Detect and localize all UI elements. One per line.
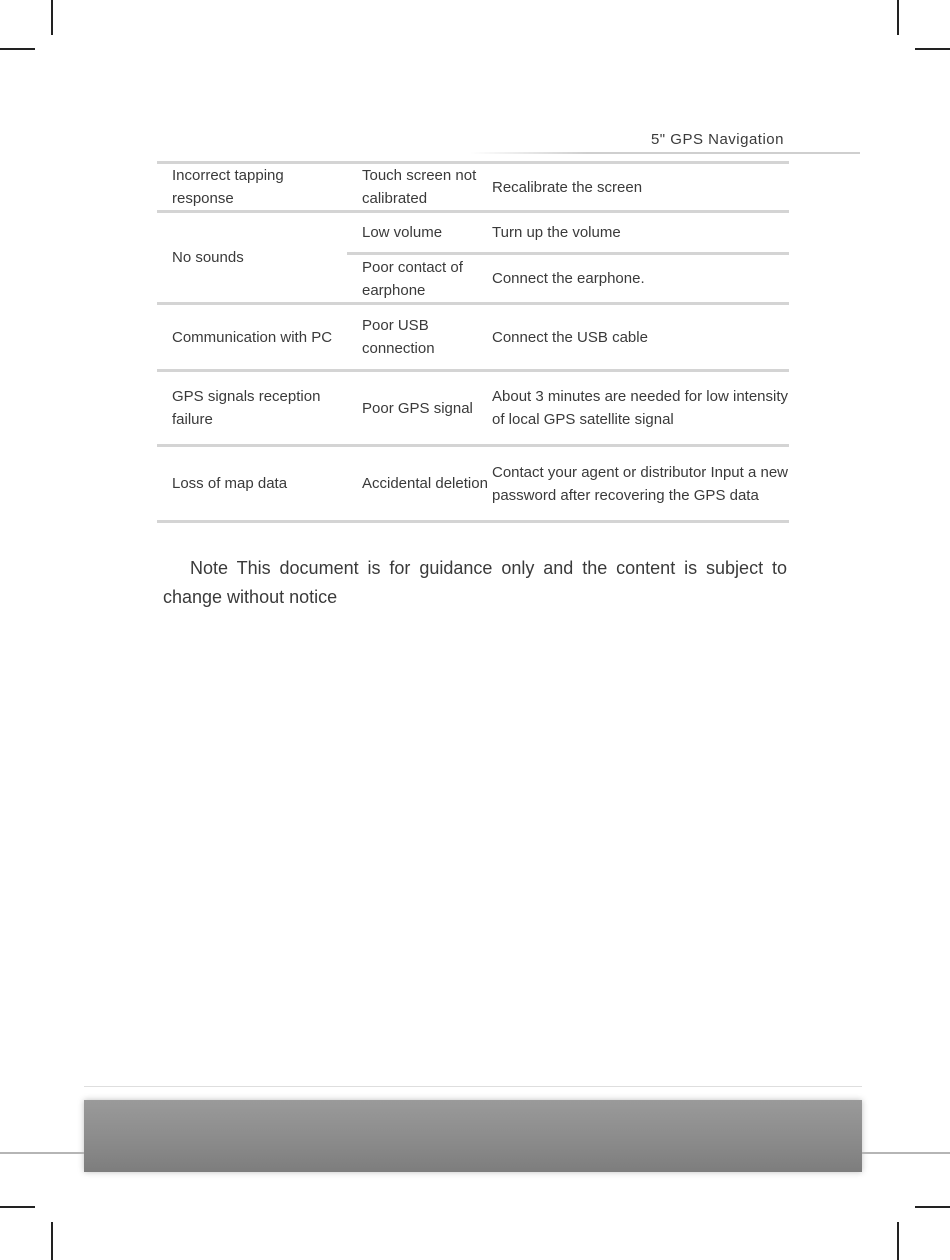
table-row (157, 213, 789, 305)
cause-cell: Low volume (362, 224, 443, 241)
cause-cell: Touch screen not calibrated (362, 167, 477, 207)
problem-cell: Incorrect tapping response (172, 167, 284, 207)
footer-line-left (0, 1152, 84, 1154)
crop-mark (915, 48, 950, 50)
problem-cell: Loss of map data (172, 475, 288, 492)
table-row (157, 447, 789, 523)
header-rule (470, 152, 860, 154)
crop-mark (897, 1222, 899, 1260)
footer-divider (84, 1086, 862, 1087)
cause-cell: Poor GPS signal (362, 399, 473, 417)
cause-cell: Accidental deletion (362, 475, 488, 492)
solution-cell: Connect the earphone. (492, 270, 645, 287)
footer-line-right (862, 1152, 950, 1154)
crop-mark (915, 1206, 950, 1208)
solution-cell: About 3 minutes are needed for low intensity of local GPS satellite signal (492, 388, 789, 428)
footer-bar (84, 1100, 862, 1172)
solution-cell: Connect the USB cable (492, 328, 648, 346)
solution-cell: Recalibrate the screen (492, 178, 643, 196)
cause-cell: Poor USB connection (362, 317, 435, 357)
note-paragraph: Note This document is for guidance only and the content is subject to change without notice (163, 558, 787, 607)
problem-cell: GPS signals reception failure (172, 388, 321, 428)
problem-cell: No sounds (172, 249, 244, 266)
troubleshooting-table (157, 161, 789, 523)
solution-cell: Turn up the volume (492, 224, 621, 241)
page-header-title: 5" GPS Navigation (650, 131, 784, 148)
crop-mark (51, 0, 53, 35)
crop-mark (0, 1206, 35, 1208)
table-row (157, 305, 789, 372)
crop-mark (51, 1222, 53, 1260)
problem-cell: Communication with PC (172, 328, 333, 346)
crop-mark (897, 0, 899, 35)
solution-cell: Contact your agent or distributor Input a new password after recovering the GPS data (492, 463, 789, 504)
table-row (157, 161, 789, 213)
cause-cell: Poor contact of earphone (362, 258, 463, 299)
crop-mark (0, 48, 35, 50)
table-row (157, 372, 789, 447)
